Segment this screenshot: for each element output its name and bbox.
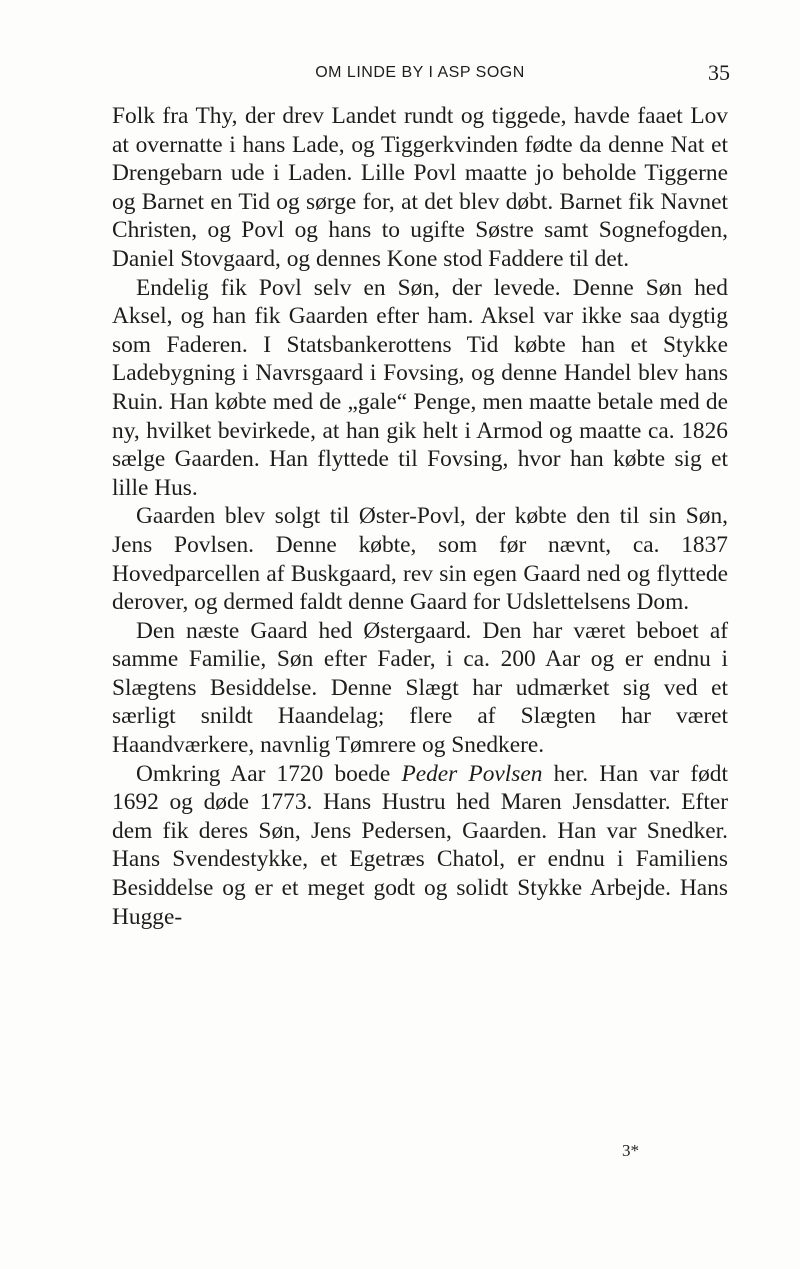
person-name-peder-povlsen: Peder Povlsen [401,760,543,787]
running-head [110,60,730,88]
body-text [112,102,728,931]
paragraph-2: Endelig fik Povl selv en Søn, der levede. Denne Søn hed Aksel, og han fik Gaarden efter ham. Aksel var ikke saa dygtig som Faderen. I Statsbankerottens Tid købte han et Stykke Ladebygning i Navrsgaard i Fovsing, og denne Handel blev hans Ruin. Han købte med de „gale“ Penge, men maatte betale med de ny, hvilket bevirkede, at han gik helt i Armod og maatte ca. 1826 sælge Gaarden. Han flyttede til Fovsing, hvor han købte sig et lille Hus. [112,274,728,501]
page-number: 35 [708,60,730,85]
paragraph-5-text-before: Omkring Aar 1720 boede [136,760,402,787]
running-title: OM LINDE BY I ASP SOGN [315,64,525,81]
paragraph-3: Gaarden blev solgt til Øster-Povl, der købte den til sin Søn, Jens Povlsen. Denne købte, som før nævnt, ca. 1837 Hovedparcellen af Buskgaard, rev sin egen Gaard ned og flyttede derover, og dermed faldt denne Gaard for Udslettelsens Dom. [112,503,728,616]
signature-mark: 3* [622,1141,639,1160]
paragraph-5 [112,760,728,932]
paragraph-4: Den næste Gaard hed Østergaard. Den har været beboet af samme Familie, Søn efter Fader, i ca. 200 Aar og er endnu i Slægtens Besiddelse. Denne Slægt har udmærket sig ved et særligt snildt Haandelag; flere af Slægten har været Haandværkere, navnlig Tømrere og Snedkere. [112,617,728,759]
paragraph-1: Folk fra Thy, der drev Landet rundt og tiggede, havde faaet Lov at overnatte i hans Lade, og Tiggerkvinden fødte da denne Nat et Drengebarn ude i Laden. Lille Povl maatte jo beholde Tiggerne og Barnet en Tid og sørge for, at det blev døbt. Barnet fik Navnet Christen, og Povl og hans to ugifte Søstre samt Sognefogden, Daniel Stovgaard, og dennes Kone stod Faddere til det. [112,103,728,272]
paragraph-5-text-after: her. Han var født 1692 og døde 1773. Hans Hustru hed Maren Jensdatter. Efter dem fik deres Søn, Jens Pedersen, Gaarden. Han var Snedker. Hans Svendestykke, et Egetræs Chatol, er endnu i Familiens Besiddelse og er et meget godt og solidt Stykke Arbejde. Hans Hugge- [112,760,728,930]
